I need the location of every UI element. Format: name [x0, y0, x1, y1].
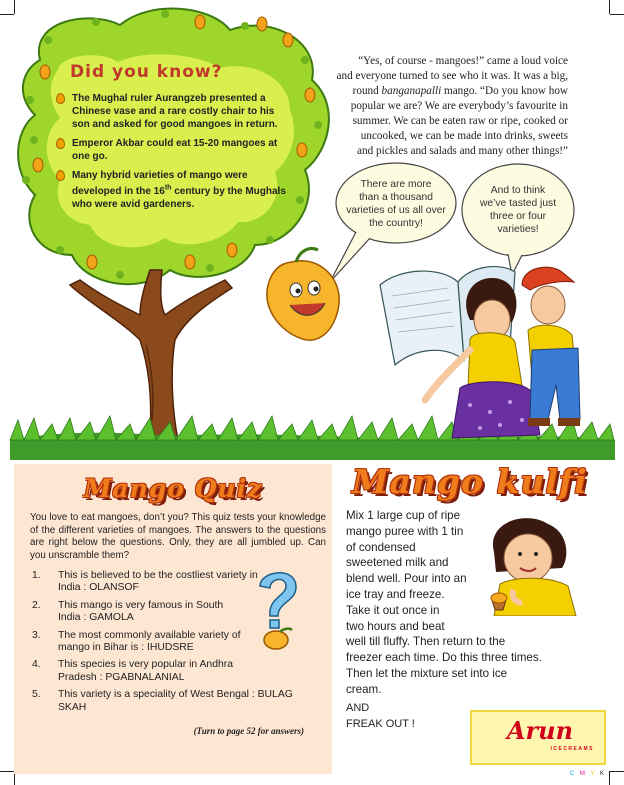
brand-subtitle: ICECREAMS [550, 746, 594, 752]
fact-item [62, 137, 294, 163]
did-you-know-panel [62, 62, 294, 217]
quiz-item: 4. This species is very popular in Andhra Pradesh : PGABNALANIAL [32, 659, 233, 683]
story-line: uncooked, we can be made into drinks, sweets [360, 130, 568, 142]
crop-mark-br-v [609, 771, 610, 785]
story-line: and pickles and salads and many other things!” [357, 145, 568, 157]
quiz-jumbled-answer: BULAG SKAH [58, 689, 293, 713]
cmyk-print-mark: C M Y K [569, 771, 606, 777]
and-label: AND [346, 702, 370, 714]
talking-mango [267, 249, 339, 341]
quiz-list [32, 570, 328, 719]
tree-trunk [70, 270, 232, 440]
mango-bullet-icon [56, 170, 65, 181]
quiz-jumbled-answer: PGABNALANIAL [105, 671, 185, 683]
kulfi-recipe: Mix 1 large cup of ripe mango puree with 1 tin of condensed sweetened milk and blend well. Pour into an ice tray and freeze. Take it out once in two hours and beat well till fluffy. Then return to the freezer each time. Do this three times. Then let the mixture set into ice cream. [346, 509, 542, 696]
kulfi-title: Mango kulfi [352, 462, 588, 501]
boy-bubble-text: And to think we’ve tasted just three or four varieties! [479, 185, 557, 235]
fact-text: Many hybrid varieties of mango were developed in the 16th century by the Mughals who were avid gardeners. [72, 170, 286, 211]
fact-text: The Mughal ruler Aurangzeb presented a Chinese vase and a rare costly chair to his son and asked for good mangoes in return. [72, 93, 278, 130]
arun-icecreams-logo [470, 710, 606, 765]
mango-quiz-panel [14, 464, 332, 774]
quiz-jumbled-answer: OLANSOF [89, 582, 139, 594]
did-you-know-title: Did you know? [70, 62, 223, 82]
crop-mark-br-h [610, 771, 624, 772]
story-line: round banganapalli mango. “Do you know how [352, 85, 568, 97]
story-line: popular we are? We are everybody’s favourite in [350, 100, 568, 112]
fact-text: Emperor Akbar could eat 15-20 mangoes at one go. [72, 138, 278, 162]
quiz-intro: You love to eat mangoes, don’t you? This quiz tests your knowledge of the different varieties of mangoes. The answers to the questions are right below the questions. Only, they are all jumbled up. Can you unscramble them? [30, 512, 326, 561]
mango-bullet-icon [56, 93, 65, 104]
freak-out-label: FREAK OUT ! [346, 718, 415, 730]
quiz-item: 5. This variety is a speciality of West Bengal : BULAG SKAH [32, 689, 293, 713]
brand-name: Arun [506, 716, 574, 745]
story-line: summer. We can be eaten raw or ripe, cooked or [352, 115, 568, 127]
mango-bullet-icon [56, 138, 65, 149]
quiz-item: 2. This mango is very famous in South India : GAMOLA [32, 599, 224, 624]
story-paragraph [296, 54, 568, 159]
quiz-item: 1. This is believed to be the costliest variety in India : OLANSOF [32, 570, 258, 594]
mango-bubble-text: There are more than a thousand varieties of us all over the country! [346, 179, 446, 229]
quiz-jumbled-answer: GAMOLA [89, 612, 134, 624]
boy-character [522, 267, 580, 426]
crop-mark-bl-h [0, 771, 14, 772]
quiz-answer-note: (Turn to page 52 for answers) [193, 726, 304, 736]
quiz-item: 3. The most commonly available variety of mango in Bihar is : IHUDSRE [32, 629, 241, 654]
story-line: “Yes, of course - mangoes!” came a loud voice [358, 55, 568, 67]
fact-item [62, 169, 294, 211]
quiz-jumbled-answer: IHUDSRE [146, 642, 194, 654]
story-line: and everyone turned to see who it was. It was a big, [336, 70, 568, 82]
kulfi-ending [346, 700, 415, 732]
quiz-title: Mango Quiz [83, 474, 263, 503]
fact-item [62, 92, 294, 131]
